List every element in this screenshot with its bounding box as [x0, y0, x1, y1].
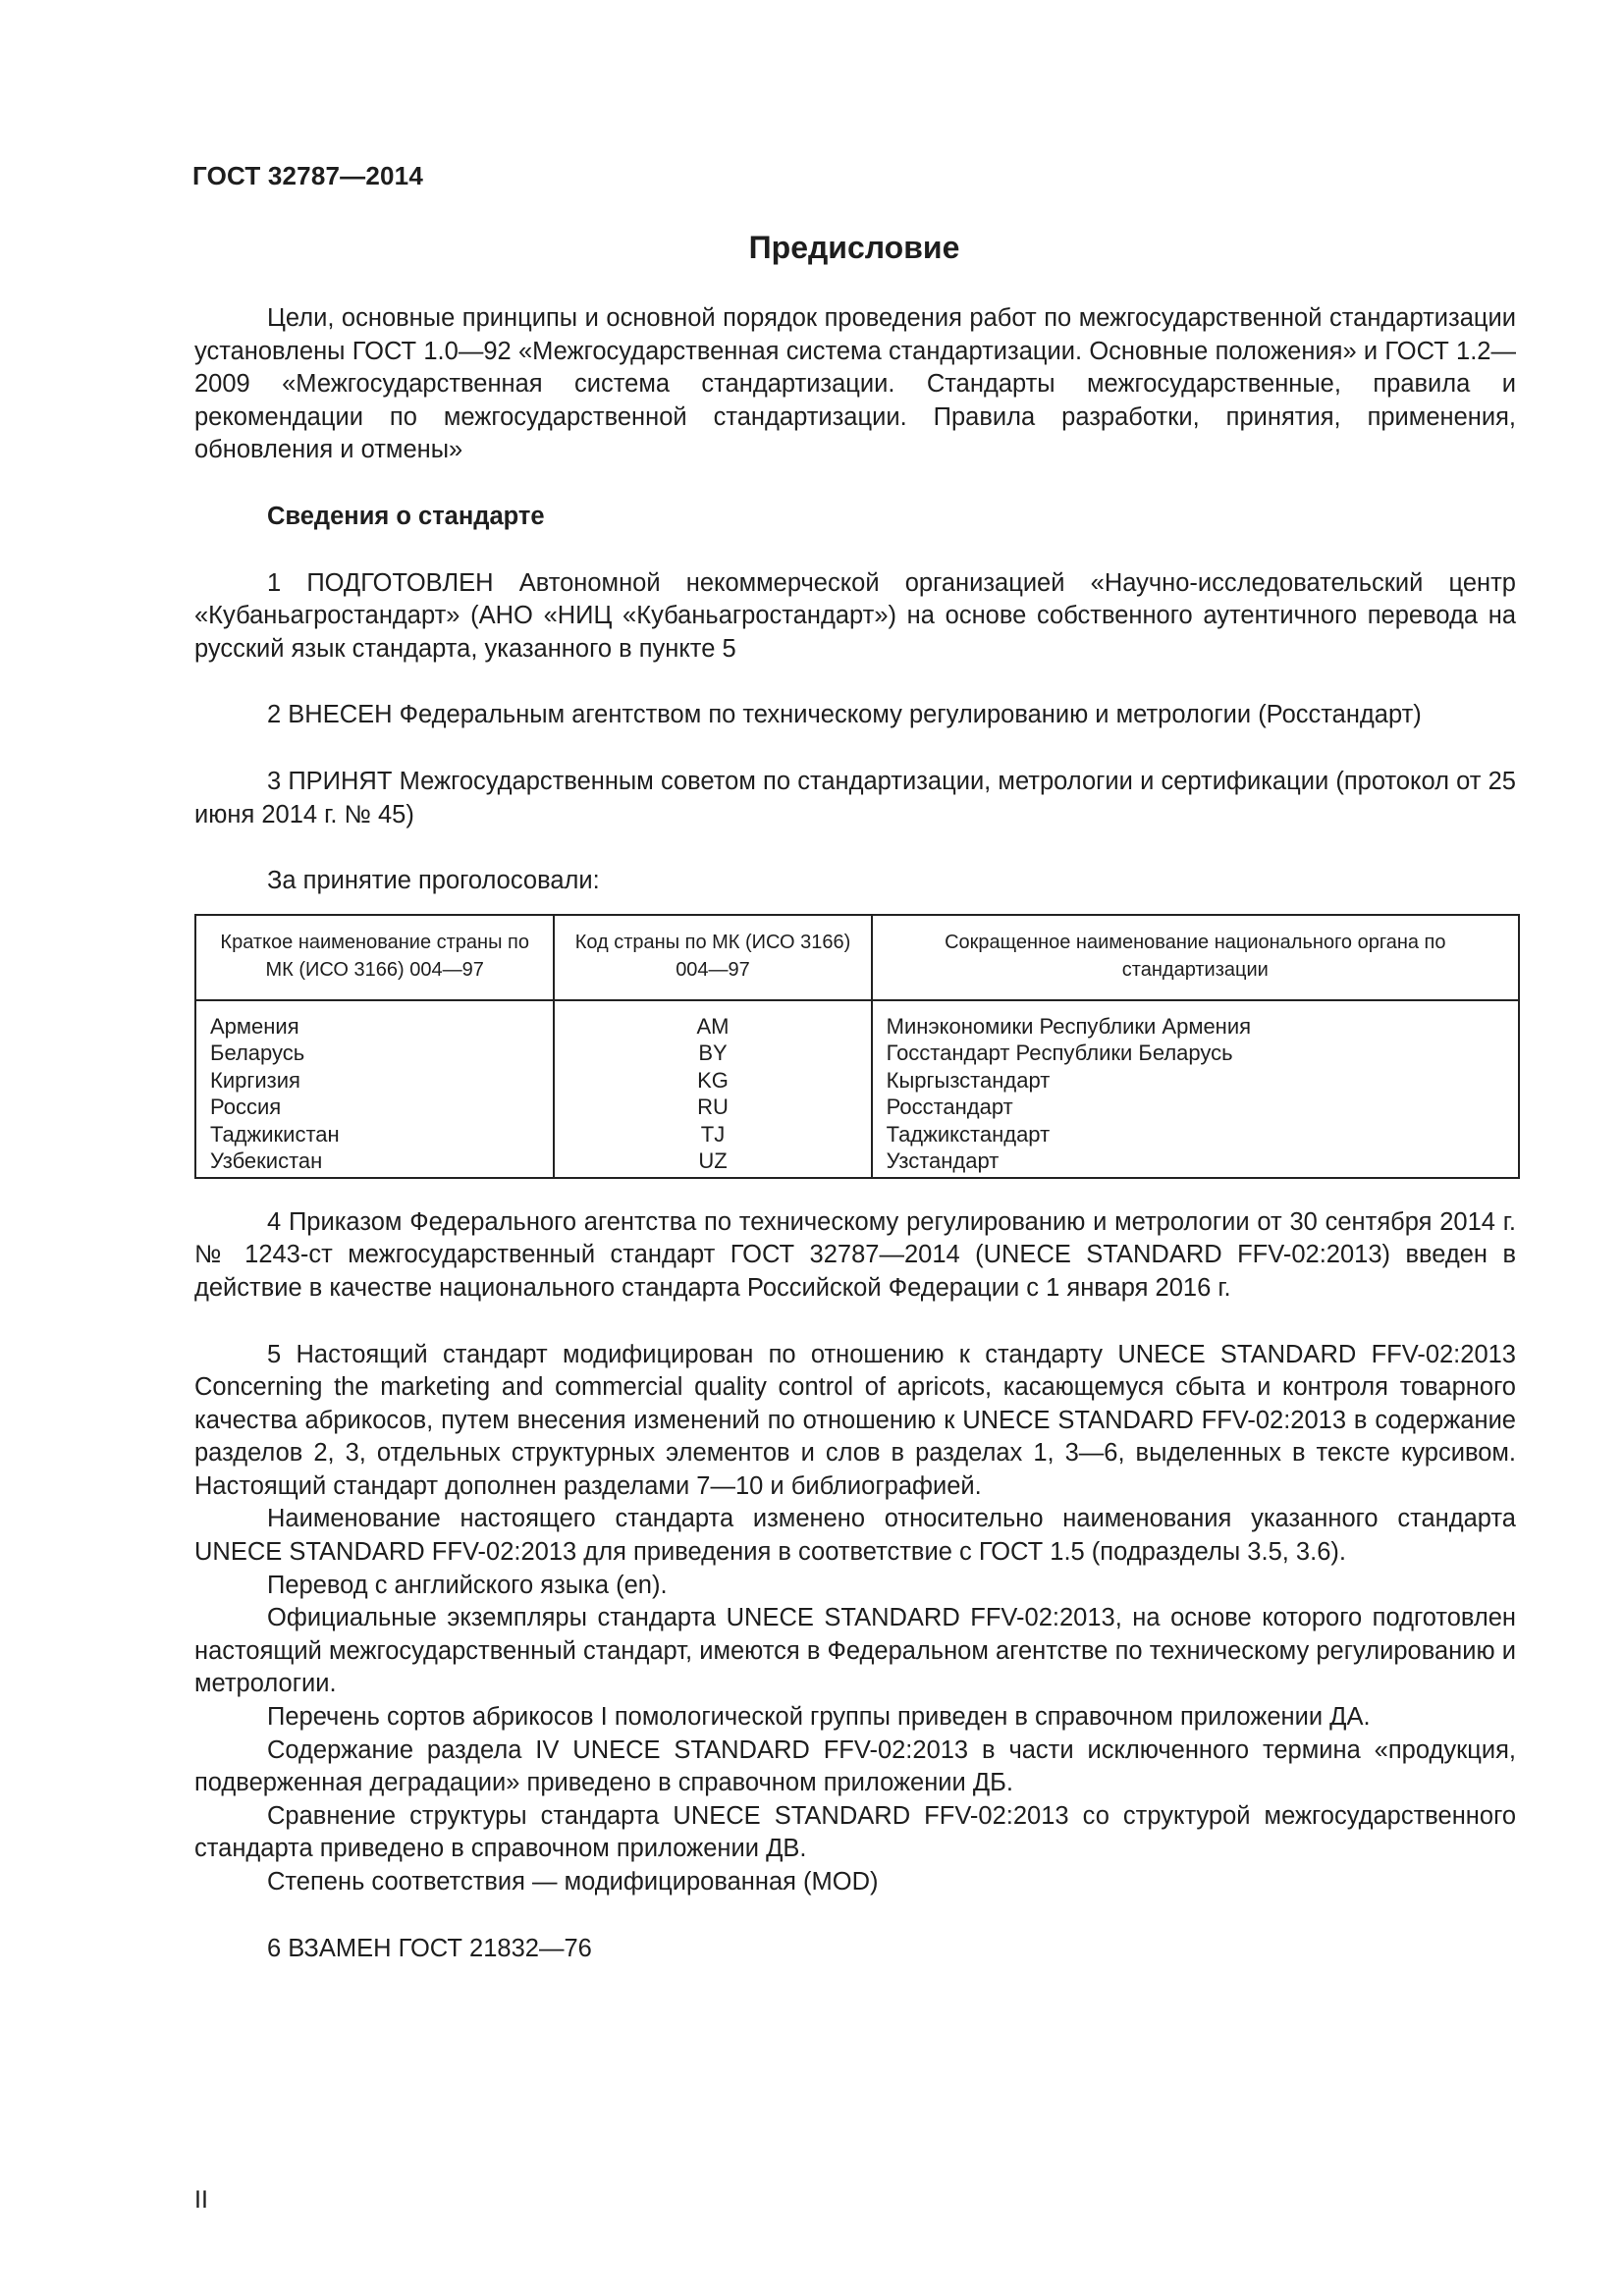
- item-6: 6 ВЗАМЕН ГОСТ 21832—76: [267, 1934, 592, 1962]
- item-5-official-copies-note: Официальные экземпляры стандарта UNECE STANDARD FFV-02:2013, на основе которого подготовлен настоящий межгосударственный стандарт, имеются в Федеральном агентстве по техническому регулированию и метрологии.: [194, 1604, 1516, 1698]
- code-cell: AM: [554, 1000, 871, 1041]
- voted-label: За принятие проголосовали:: [267, 867, 600, 895]
- item-5-title-note: Наименование настоящего стандарта изменено относительно наименования указанного стандарта UNECE STANDARD FFV-02:2013 для приведения в соответствие с ГОСТ 1.5 (подразделы 3.5, 3.6).: [194, 1505, 1516, 1567]
- code-cell: UZ: [554, 1148, 871, 1178]
- country-cell: Беларусь: [195, 1040, 554, 1067]
- item-5-conformity-note: Степень соответствия — модифицированная (MOD): [267, 1868, 879, 1896]
- agency-cell: Госстандарт Республики Беларусь: [872, 1040, 1519, 1067]
- table-row: [195, 1121, 1519, 1148]
- code-cell: TJ: [554, 1121, 871, 1148]
- intro-paragraph: Цели, основные принципы и основной порядок проведения работ по межгосударственной стандартизации установлены ГОСТ 1.0—92 «Межгосударственная система стандартизации. Основные положения» и ГОСТ 1.2—2009 «Межгосударственная система стандартизации. Стандарты межгосударственные, правила и рекомендации по межгосударственной стандартизации. Правила разработки, принятия, применения, обновления и отмены»: [194, 304, 1516, 464]
- code-cell: BY: [554, 1040, 871, 1067]
- agency-cell: Росстандарт: [872, 1094, 1519, 1121]
- agency-cell: Узстандарт: [872, 1148, 1519, 1178]
- country-cell: Киргизия: [195, 1067, 554, 1095]
- table-row: [195, 1040, 1519, 1067]
- table-row: [195, 1067, 1519, 1095]
- page-title: Предисловие: [748, 230, 960, 265]
- item-1: 1 ПОДГОТОВЛЕН Автономной некоммерческой организацией «Научно-исследовательский центр «Кубаньагростандарт» (АНО «НИЦ «Кубаньагростандарт») на основе собственного аутентичного перевода на русский язык стандарта, указанного в пункте 5: [194, 568, 1516, 663]
- table-row: [195, 1094, 1519, 1121]
- agency-cell: Кыргызстандарт: [872, 1067, 1519, 1095]
- code-cell: RU: [554, 1094, 871, 1121]
- country-cell: Таджикистан: [195, 1121, 554, 1148]
- agency-cell: Таджикстандарт: [872, 1121, 1519, 1148]
- table-header-row: [195, 915, 1519, 1000]
- document-body: [194, 302, 1516, 1965]
- item-5-annex-db-note: Содержание раздела IV UNECE STANDARD FFV-02:2013 в части исключенного термина «продукция, подверженная деградации» приведено в справочном приложении ДБ.: [194, 1735, 1516, 1797]
- item-5-annex-dv-note: Сравнение структуры стандарта UNECE STANDARD FFV-02:2013 со структурой межгосударственного стандарта приведено в справочном приложении ДВ.: [194, 1801, 1516, 1863]
- document-id-header: ГОСТ 32787—2014: [192, 161, 423, 190]
- item-5-translation-note: Перевод с английского языка (en).: [267, 1571, 668, 1599]
- table-row: [195, 1000, 1519, 1041]
- item-5-annex-da-note: Перечень сортов абрикосов I помологической группы приведен в справочном приложении ДА.: [267, 1703, 1371, 1732]
- item-2: 2 ВНЕСЕН Федеральным агентством по техническому регулированию и метрологии (Росстандарт): [267, 701, 1422, 729]
- country-cell: Россия: [195, 1094, 554, 1121]
- column-header-agency: Сокращенное наименование национального органа по стандартизации: [872, 915, 1519, 1000]
- agency-cell: Минэкономики Республики Армения: [872, 1000, 1519, 1041]
- item-5: 5 Настоящий стандарт модифицирован по отношению к стандарту UNECE STANDARD FFV-02:2013 Concerning the marketing and commercial quality control of apricots, касающемуся сбыта и контроля товарного качества абрикосов, путем внесения изменений по отношению к UNECE STANDARD FFV-02:2013 в содержание разделов 2, 3, отдельных структурных элементов и слов в разделах 1, 3—6, выделенных в тексте курсивом. Настоящий стандарт дополнен разделами 7—10 и библиографией.: [194, 1340, 1516, 1500]
- item-3: 3 ПРИНЯТ Межгосударственным советом по стандартизации, метрологии и сертификации (протокол от 25 июня 2014 г. № 45): [194, 767, 1516, 828]
- section-subhead: Сведения о стандарте: [267, 502, 545, 530]
- member-countries-table: [194, 914, 1520, 1179]
- item-4: 4 Приказом Федерального агентства по техническому регулированию и метрологии от 30 сентября 2014 г. № 1243-ст межгосударственный стандарт ГОСТ 32787—2014 (UNECE STANDARD FFV-02:2013) введен в действие в качестве национального стандарта Российской Федерации с 1 января 2016 г.: [194, 1207, 1516, 1302]
- code-cell: KG: [554, 1067, 871, 1095]
- column-header-code: Код страны по МК (ИСО 3166) 004—97: [554, 915, 871, 1000]
- column-header-country: Краткое наименование страны по МК (ИСО 3166) 004—97: [195, 915, 554, 1000]
- country-cell: Армения: [195, 1000, 554, 1041]
- table-row: [195, 1148, 1519, 1178]
- page-number: II: [194, 2186, 208, 2214]
- country-cell: Узбекистан: [195, 1148, 554, 1178]
